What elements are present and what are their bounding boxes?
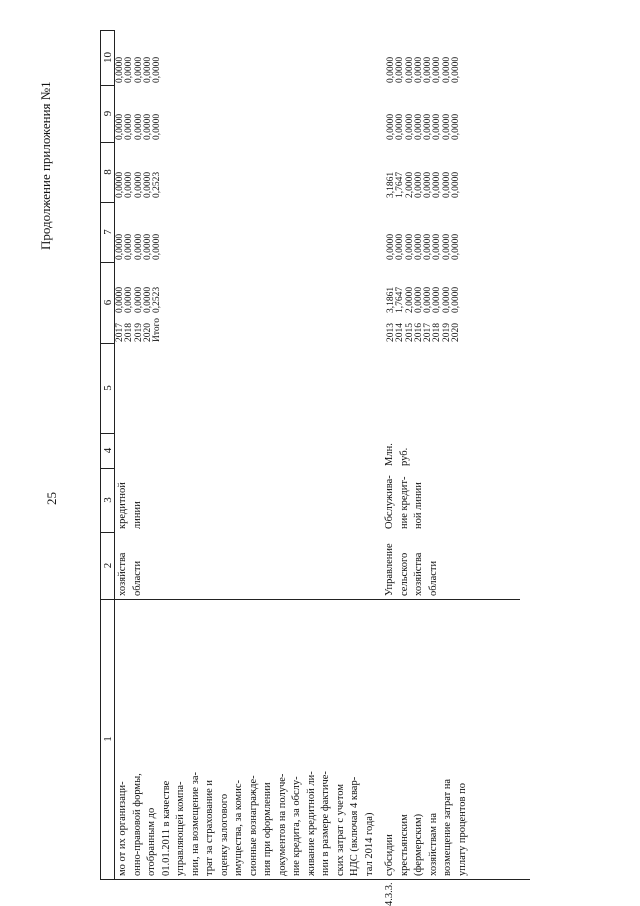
col-header-7: 7 (100, 202, 115, 263)
col-header-8: 8 (100, 142, 115, 203)
cont-row-years: 2017 2018 2019 2020 Итого (115, 317, 163, 342)
row-433-col7: 0,0000 0,0000 0,0000 0,0000 0,0000 0,0000 0,0000 0,0000 (386, 233, 462, 260)
cont-row-col2: хозяйства области (117, 552, 143, 596)
row-433-col6: 3,1861 1,7647 2,0000 0,0000 0,0000 0,0000 0,0000 0,0000 (386, 286, 462, 313)
col-header-3: 3 (100, 468, 115, 533)
row-433-col8: 3,1861 1,7647 2,0000 0,0000 0,0000 0,0000 0,0000 0,0000 (386, 171, 462, 198)
row-433-col9: 0,0000 0,0000 0,0000 0,0000 0,0000 0,0000 0,0000 0,0000 (386, 113, 462, 140)
col-header-9: 9 (100, 85, 115, 143)
col-header-5: 5 (100, 343, 115, 434)
row-433-years: 2013 2014 2015 2016 2017 2018 2019 2020 (386, 323, 462, 342)
page-number: 25 (44, 492, 59, 505)
row-433-col4: Млн. руб. (384, 443, 410, 466)
cont-row-col6: 0,0000 0,0000 0,0000 0,0000 0,2523 (115, 286, 163, 313)
cont-row-col10: 0,0000 0,0000 0,0000 0,0000 0,0000 (115, 56, 163, 83)
continuation-header (38, 81, 58, 270)
cont-row-col3: кредитной линии (117, 482, 143, 529)
col-header-6: 6 (100, 262, 115, 344)
row-433-col2: Управление сельского хозяйства области (384, 543, 439, 596)
cont-row-col9: 0,0000 0,0000 0,0000 0,0000 0,0000 (115, 113, 163, 140)
table-left-border (100, 879, 530, 880)
header-bottom-rule (114, 30, 115, 880)
row-433-number: 4.3.3. (384, 882, 395, 906)
col-header-2: 2 (100, 532, 115, 600)
cont-row-col8: 0,0000 0,0000 0,0000 0,0000 0,2523 (115, 171, 163, 198)
continuation-title: Продолжение приложения №1 (38, 81, 53, 250)
rotated-table (100, 30, 530, 906)
col-header-10: 10 (100, 30, 115, 86)
table-right-border (100, 30, 114, 31)
col1-divider (100, 599, 520, 600)
cont-row-col1: мо от их организаци- онно-правовой формы, отобранным до 01.01.2011 в качестве управляющей компа- нии, на возмещение за- трат за страхование и оценку залогового имущества, за комис- сионные вознагражде- ния при оформлении документов на получе- ние кредита, за обслу- живание кредитной ли- нии в размере фактиче- ских затрат с учетом НДС (включая 4 квар- тал 2014 года) (117, 771, 375, 876)
cont-row-col7: 0,0000 0,0000 0,0000 0,0000 0,0000 (115, 233, 163, 260)
col-header-4: 4 (100, 433, 115, 469)
row-433-col1: субсидии крестьянским (фермерским) хозяйствам на возмещение затрат на уплату процентов по (384, 778, 468, 876)
row-433-col10: 0,0000 0,0000 0,0000 0,0000 0,0000 0,0000 0,0000 0,0000 (386, 56, 462, 83)
row-433-col3: Обслужива- ние кредит- ной линии (384, 475, 424, 529)
col-header-1: 1 (100, 599, 115, 880)
